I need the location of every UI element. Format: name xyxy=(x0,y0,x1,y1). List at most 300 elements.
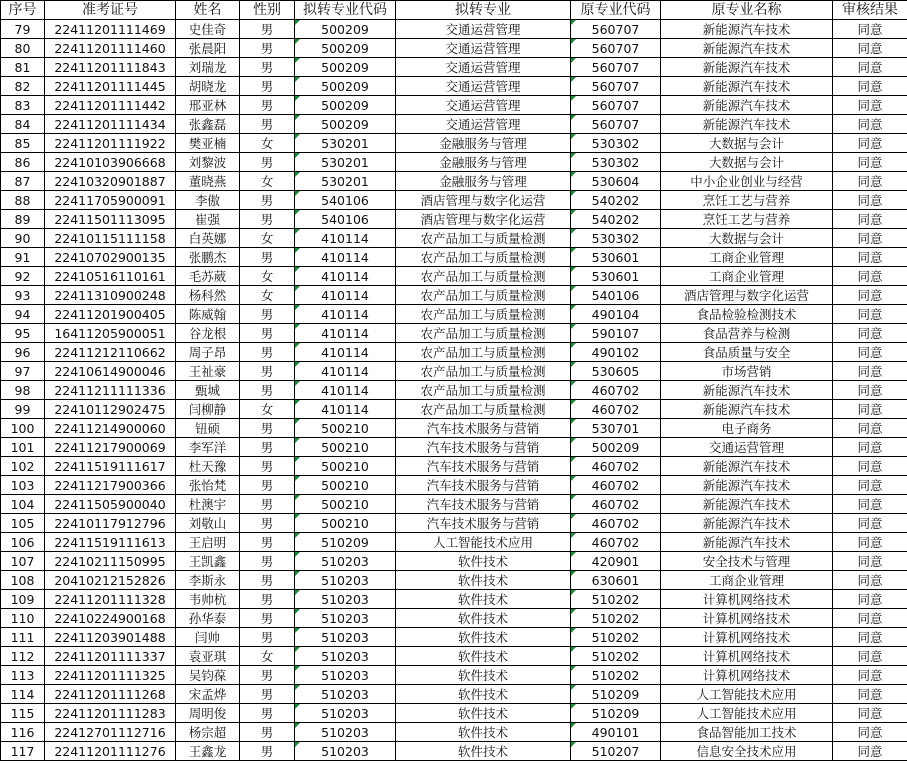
cell-target-major-code[interactable]: 500210 xyxy=(295,419,396,438)
cell-target-major-code[interactable]: 500209 xyxy=(295,96,396,115)
cell-original-major-code[interactable]: 460702 xyxy=(571,400,661,419)
cell-target-major[interactable]: 交通运营管理 xyxy=(396,39,571,58)
cell-original-major-code[interactable]: 510209 xyxy=(571,704,661,723)
cell-original-major-code[interactable]: 460702 xyxy=(571,457,661,476)
cell-exam-number[interactable]: 22411201111442 xyxy=(45,96,176,115)
cell-seq[interactable]: 82 xyxy=(1,77,45,96)
cell-original-major[interactable]: 计算机网络技术 xyxy=(661,666,833,685)
cell-exam-number[interactable]: 22410702900135 xyxy=(45,248,176,267)
cell-original-major[interactable]: 大数据与会计 xyxy=(661,153,833,172)
cell-seq[interactable]: 98 xyxy=(1,381,45,400)
cell-gender[interactable]: 女 xyxy=(240,134,295,153)
cell-target-major[interactable]: 交通运营管理 xyxy=(396,20,571,39)
cell-original-major[interactable]: 新能源汽车技术 xyxy=(661,20,833,39)
cell-seq[interactable]: 87 xyxy=(1,172,45,191)
cell-original-major-code[interactable]: 530601 xyxy=(571,267,661,286)
cell-name[interactable]: 崔强 xyxy=(176,210,240,229)
cell-name[interactable]: 李傲 xyxy=(176,191,240,210)
cell-exam-number[interactable]: 22411501113095 xyxy=(45,210,176,229)
cell-exam-number[interactable]: 22410320901887 xyxy=(45,172,176,191)
cell-review-result[interactable]: 同意 xyxy=(833,172,907,191)
cell-exam-number[interactable]: 22411201111328 xyxy=(45,590,176,609)
header-review-result[interactable]: 审核结果 xyxy=(833,1,907,20)
cell-original-major[interactable]: 烹饪工艺与营养 xyxy=(661,191,833,210)
cell-original-major[interactable]: 酒店管理与数字化运营 xyxy=(661,286,833,305)
cell-review-result[interactable]: 同意 xyxy=(833,134,907,153)
cell-gender[interactable]: 男 xyxy=(240,153,295,172)
cell-name[interactable]: 杨宗超 xyxy=(176,723,240,742)
cell-gender[interactable]: 男 xyxy=(240,210,295,229)
cell-target-major-code[interactable]: 540106 xyxy=(295,191,396,210)
cell-target-major-code[interactable]: 410114 xyxy=(295,324,396,343)
cell-exam-number[interactable]: 22411201111325 xyxy=(45,666,176,685)
cell-review-result[interactable]: 同意 xyxy=(833,723,907,742)
cell-gender[interactable]: 男 xyxy=(240,419,295,438)
cell-gender[interactable]: 女 xyxy=(240,267,295,286)
cell-target-major-code[interactable]: 540106 xyxy=(295,210,396,229)
cell-exam-number[interactable]: 22411211111336 xyxy=(45,381,176,400)
cell-review-result[interactable]: 同意 xyxy=(833,419,907,438)
cell-target-major-code[interactable]: 510203 xyxy=(295,742,396,761)
cell-seq[interactable]: 117 xyxy=(1,742,45,761)
cell-gender[interactable]: 男 xyxy=(240,58,295,77)
header-exam-number[interactable]: 准考证号 xyxy=(45,1,176,20)
cell-gender[interactable]: 男 xyxy=(240,552,295,571)
cell-review-result[interactable]: 同意 xyxy=(833,96,907,115)
cell-review-result[interactable]: 同意 xyxy=(833,248,907,267)
cell-target-major[interactable]: 农产品加工与质量检测 xyxy=(396,229,571,248)
cell-original-major-code[interactable]: 490101 xyxy=(571,723,661,742)
cell-seq[interactable]: 102 xyxy=(1,457,45,476)
cell-original-major-code[interactable]: 500209 xyxy=(571,438,661,457)
cell-target-major-code[interactable]: 500210 xyxy=(295,495,396,514)
cell-target-major-code[interactable]: 410114 xyxy=(295,381,396,400)
cell-seq[interactable]: 115 xyxy=(1,704,45,723)
cell-exam-number[interactable]: 22411201111268 xyxy=(45,685,176,704)
cell-original-major[interactable]: 中小企业创业与经营 xyxy=(661,172,833,191)
cell-exam-number[interactable]: 22410112902475 xyxy=(45,400,176,419)
cell-seq[interactable]: 103 xyxy=(1,476,45,495)
cell-exam-number[interactable]: 22410224900168 xyxy=(45,609,176,628)
cell-original-major[interactable]: 新能源汽车技术 xyxy=(661,96,833,115)
cell-name[interactable]: 甄城 xyxy=(176,381,240,400)
cell-target-major[interactable]: 软件技术 xyxy=(396,723,571,742)
cell-original-major[interactable]: 人工智能技术应用 xyxy=(661,685,833,704)
cell-original-major-code[interactable]: 460702 xyxy=(571,495,661,514)
cell-original-major[interactable]: 新能源汽车技术 xyxy=(661,77,833,96)
cell-target-major[interactable]: 软件技术 xyxy=(396,666,571,685)
cell-exam-number[interactable]: 20410212152826 xyxy=(45,571,176,590)
cell-gender[interactable]: 男 xyxy=(240,742,295,761)
cell-exam-number[interactable]: 22411519111613 xyxy=(45,533,176,552)
cell-target-major[interactable]: 软件技术 xyxy=(396,685,571,704)
cell-seq[interactable]: 95 xyxy=(1,324,45,343)
cell-target-major[interactable]: 交通运营管理 xyxy=(396,115,571,134)
cell-original-major[interactable]: 新能源汽车技术 xyxy=(661,457,833,476)
cell-exam-number[interactable]: 22411505900040 xyxy=(45,495,176,514)
cell-exam-number[interactable]: 22411519111617 xyxy=(45,457,176,476)
cell-seq[interactable]: 81 xyxy=(1,58,45,77)
cell-review-result[interactable]: 同意 xyxy=(833,457,907,476)
cell-original-major[interactable]: 食品检验检测技术 xyxy=(661,305,833,324)
cell-target-major[interactable]: 酒店管理与数字化运营 xyxy=(396,210,571,229)
cell-gender[interactable]: 男 xyxy=(240,495,295,514)
cell-name[interactable]: 邢亚林 xyxy=(176,96,240,115)
cell-gender[interactable]: 男 xyxy=(240,77,295,96)
cell-seq[interactable]: 84 xyxy=(1,115,45,134)
cell-name[interactable]: 张怡梵 xyxy=(176,476,240,495)
cell-exam-number[interactable]: 22411201111445 xyxy=(45,77,176,96)
cell-original-major-code[interactable]: 560707 xyxy=(571,39,661,58)
cell-target-major[interactable]: 软件技术 xyxy=(396,628,571,647)
cell-gender[interactable]: 男 xyxy=(240,381,295,400)
cell-target-major[interactable]: 汽车技术服务与营销 xyxy=(396,419,571,438)
cell-original-major-code[interactable]: 510202 xyxy=(571,590,661,609)
cell-review-result[interactable]: 同意 xyxy=(833,590,907,609)
cell-original-major-code[interactable]: 540202 xyxy=(571,210,661,229)
cell-target-major-code[interactable]: 410114 xyxy=(295,343,396,362)
cell-seq[interactable]: 114 xyxy=(1,685,45,704)
cell-target-major[interactable]: 汽车技术服务与营销 xyxy=(396,476,571,495)
cell-original-major-code[interactable]: 530601 xyxy=(571,248,661,267)
cell-original-major-code[interactable]: 460702 xyxy=(571,514,661,533)
cell-target-major[interactable]: 软件技术 xyxy=(396,742,571,761)
cell-target-major[interactable]: 软件技术 xyxy=(396,704,571,723)
cell-target-major-code[interactable]: 510203 xyxy=(295,571,396,590)
cell-original-major[interactable]: 工商企业管理 xyxy=(661,267,833,286)
cell-gender[interactable]: 男 xyxy=(240,248,295,267)
cell-target-major-code[interactable]: 500209 xyxy=(295,77,396,96)
cell-original-major[interactable]: 计算机网络技术 xyxy=(661,647,833,666)
cell-review-result[interactable]: 同意 xyxy=(833,438,907,457)
header-gender[interactable]: 性别 xyxy=(240,1,295,20)
cell-seq[interactable]: 107 xyxy=(1,552,45,571)
cell-target-major[interactable]: 汽车技术服务与营销 xyxy=(396,438,571,457)
cell-name[interactable]: 杜天豫 xyxy=(176,457,240,476)
cell-original-major[interactable]: 电子商务 xyxy=(661,419,833,438)
cell-review-result[interactable]: 同意 xyxy=(833,571,907,590)
cell-review-result[interactable]: 同意 xyxy=(833,495,907,514)
cell-original-major[interactable]: 计算机网络技术 xyxy=(661,590,833,609)
cell-exam-number[interactable]: 22411217900366 xyxy=(45,476,176,495)
cell-seq[interactable]: 101 xyxy=(1,438,45,457)
cell-target-major[interactable]: 农产品加工与质量检测 xyxy=(396,324,571,343)
cell-target-major[interactable]: 农产品加工与质量检测 xyxy=(396,248,571,267)
cell-original-major[interactable]: 市场营销 xyxy=(661,362,833,381)
cell-seq[interactable]: 85 xyxy=(1,134,45,153)
cell-name[interactable]: 樊亚楠 xyxy=(176,134,240,153)
cell-target-major[interactable]: 农产品加工与质量检测 xyxy=(396,286,571,305)
cell-exam-number[interactable]: 22411201111922 xyxy=(45,134,176,153)
cell-original-major-code[interactable]: 530302 xyxy=(571,229,661,248)
cell-gender[interactable]: 女 xyxy=(240,400,295,419)
cell-target-major-code[interactable]: 500210 xyxy=(295,476,396,495)
cell-target-major-code[interactable]: 500209 xyxy=(295,58,396,77)
cell-review-result[interactable]: 同意 xyxy=(833,742,907,761)
cell-name[interactable]: 宋孟烨 xyxy=(176,685,240,704)
cell-review-result[interactable]: 同意 xyxy=(833,20,907,39)
cell-target-major-code[interactable]: 510203 xyxy=(295,723,396,742)
cell-target-major-code[interactable]: 510209 xyxy=(295,533,396,552)
cell-review-result[interactable]: 同意 xyxy=(833,533,907,552)
cell-gender[interactable]: 女 xyxy=(240,286,295,305)
cell-name[interactable]: 王启明 xyxy=(176,533,240,552)
cell-target-major-code[interactable]: 500210 xyxy=(295,438,396,457)
cell-exam-number[interactable]: 22411201111469 xyxy=(45,20,176,39)
cell-gender[interactable]: 男 xyxy=(240,457,295,476)
cell-target-major-code[interactable]: 510203 xyxy=(295,685,396,704)
cell-target-major-code[interactable]: 500210 xyxy=(295,457,396,476)
cell-exam-number[interactable]: 22410614900046 xyxy=(45,362,176,381)
cell-seq[interactable]: 88 xyxy=(1,191,45,210)
cell-target-major[interactable]: 汽车技术服务与营销 xyxy=(396,495,571,514)
cell-original-major[interactable]: 烹饪工艺与营养 xyxy=(661,210,833,229)
cell-target-major-code[interactable]: 410114 xyxy=(295,286,396,305)
cell-original-major-code[interactable]: 530604 xyxy=(571,172,661,191)
cell-original-major[interactable]: 食品质量与安全 xyxy=(661,343,833,362)
cell-name[interactable]: 袁亚琪 xyxy=(176,647,240,666)
cell-target-major[interactable]: 农产品加工与质量检测 xyxy=(396,343,571,362)
cell-target-major-code[interactable]: 500209 xyxy=(295,39,396,58)
cell-target-major-code[interactable]: 500209 xyxy=(295,115,396,134)
cell-original-major-code[interactable]: 460702 xyxy=(571,533,661,552)
cell-original-major[interactable]: 信息安全技术应用 xyxy=(661,742,833,761)
cell-review-result[interactable]: 同意 xyxy=(833,666,907,685)
cell-review-result[interactable]: 同意 xyxy=(833,514,907,533)
cell-gender[interactable]: 男 xyxy=(240,590,295,609)
cell-name[interactable]: 刘瑞龙 xyxy=(176,58,240,77)
cell-original-major-code[interactable]: 510202 xyxy=(571,628,661,647)
cell-original-major[interactable]: 大数据与会计 xyxy=(661,229,833,248)
cell-seq[interactable]: 104 xyxy=(1,495,45,514)
cell-original-major[interactable]: 新能源汽车技术 xyxy=(661,115,833,134)
cell-name[interactable]: 杜澳宇 xyxy=(176,495,240,514)
cell-name[interactable]: 胡晓龙 xyxy=(176,77,240,96)
cell-original-major-code[interactable]: 510209 xyxy=(571,685,661,704)
cell-original-major-code[interactable]: 560707 xyxy=(571,58,661,77)
cell-original-major-code[interactable]: 510202 xyxy=(571,609,661,628)
cell-seq[interactable]: 97 xyxy=(1,362,45,381)
cell-seq[interactable]: 105 xyxy=(1,514,45,533)
cell-original-major[interactable]: 食品智能加工技术 xyxy=(661,723,833,742)
cell-original-major-code[interactable]: 590107 xyxy=(571,324,661,343)
cell-name[interactable]: 张晨阳 xyxy=(176,39,240,58)
cell-review-result[interactable]: 同意 xyxy=(833,115,907,134)
cell-name[interactable]: 张鹏杰 xyxy=(176,248,240,267)
cell-target-major[interactable]: 软件技术 xyxy=(396,571,571,590)
cell-original-major-code[interactable]: 420901 xyxy=(571,552,661,571)
cell-gender[interactable]: 男 xyxy=(240,305,295,324)
cell-target-major-code[interactable]: 510203 xyxy=(295,552,396,571)
header-original-major-code[interactable]: 原专业代码 xyxy=(571,1,661,20)
cell-exam-number[interactable]: 22411214900060 xyxy=(45,419,176,438)
cell-target-major[interactable]: 农产品加工与质量检测 xyxy=(396,305,571,324)
cell-target-major-code[interactable]: 510203 xyxy=(295,628,396,647)
cell-seq[interactable]: 83 xyxy=(1,96,45,115)
cell-original-major[interactable]: 新能源汽车技术 xyxy=(661,400,833,419)
cell-review-result[interactable]: 同意 xyxy=(833,609,907,628)
cell-gender[interactable]: 男 xyxy=(240,628,295,647)
header-target-major-code[interactable]: 拟转专业代码 xyxy=(295,1,396,20)
cell-review-result[interactable]: 同意 xyxy=(833,39,907,58)
cell-name[interactable]: 钮硕 xyxy=(176,419,240,438)
cell-review-result[interactable]: 同意 xyxy=(833,286,907,305)
cell-exam-number[interactable]: 22411201111283 xyxy=(45,704,176,723)
cell-target-major-code[interactable]: 510203 xyxy=(295,704,396,723)
cell-review-result[interactable]: 同意 xyxy=(833,153,907,172)
cell-target-major-code[interactable]: 530201 xyxy=(295,153,396,172)
cell-name[interactable]: 王凯鑫 xyxy=(176,552,240,571)
cell-seq[interactable]: 90 xyxy=(1,229,45,248)
cell-exam-number[interactable]: 22410103906668 xyxy=(45,153,176,172)
cell-target-major[interactable]: 金融服务与管理 xyxy=(396,153,571,172)
cell-original-major-code[interactable]: 530605 xyxy=(571,362,661,381)
cell-seq[interactable]: 93 xyxy=(1,286,45,305)
cell-review-result[interactable]: 同意 xyxy=(833,704,907,723)
cell-gender[interactable]: 男 xyxy=(240,343,295,362)
cell-target-major[interactable]: 软件技术 xyxy=(396,590,571,609)
cell-exam-number[interactable]: 22410115111158 xyxy=(45,229,176,248)
cell-original-major-code[interactable]: 510202 xyxy=(571,647,661,666)
cell-target-major-code[interactable]: 410114 xyxy=(295,400,396,419)
cell-gender[interactable]: 女 xyxy=(240,647,295,666)
cell-target-major[interactable]: 农产品加工与质量检测 xyxy=(396,267,571,286)
cell-exam-number[interactable]: 22411201111434 xyxy=(45,115,176,134)
cell-target-major[interactable]: 农产品加工与质量检测 xyxy=(396,362,571,381)
cell-original-major-code[interactable]: 530701 xyxy=(571,419,661,438)
cell-exam-number[interactable]: 22411201900405 xyxy=(45,305,176,324)
cell-original-major[interactable]: 新能源汽车技术 xyxy=(661,514,833,533)
cell-original-major[interactable]: 新能源汽车技术 xyxy=(661,381,833,400)
cell-original-major[interactable]: 工商企业管理 xyxy=(661,248,833,267)
cell-target-major-code[interactable]: 410114 xyxy=(295,248,396,267)
cell-gender[interactable]: 男 xyxy=(240,438,295,457)
cell-name[interactable]: 白英娜 xyxy=(176,229,240,248)
cell-original-major[interactable]: 大数据与会计 xyxy=(661,134,833,153)
cell-original-major[interactable]: 计算机网络技术 xyxy=(661,609,833,628)
cell-target-major[interactable]: 软件技术 xyxy=(396,647,571,666)
cell-target-major[interactable]: 金融服务与管理 xyxy=(396,172,571,191)
cell-original-major-code[interactable]: 560707 xyxy=(571,77,661,96)
cell-gender[interactable]: 男 xyxy=(240,571,295,590)
cell-review-result[interactable]: 同意 xyxy=(833,628,907,647)
cell-target-major[interactable]: 酒店管理与数字化运营 xyxy=(396,191,571,210)
cell-original-major-code[interactable]: 460702 xyxy=(571,476,661,495)
cell-name[interactable]: 闫柳静 xyxy=(176,400,240,419)
cell-seq[interactable]: 106 xyxy=(1,533,45,552)
cell-gender[interactable]: 女 xyxy=(240,229,295,248)
cell-name[interactable]: 刘黎波 xyxy=(176,153,240,172)
cell-review-result[interactable]: 同意 xyxy=(833,229,907,248)
cell-seq[interactable]: 89 xyxy=(1,210,45,229)
cell-target-major[interactable]: 农产品加工与质量检测 xyxy=(396,381,571,400)
cell-original-major-code[interactable]: 490102 xyxy=(571,343,661,362)
cell-name[interactable]: 吴钧葆 xyxy=(176,666,240,685)
cell-exam-number[interactable]: 22410516110161 xyxy=(45,267,176,286)
cell-exam-number[interactable]: 22411201111843 xyxy=(45,58,176,77)
cell-review-result[interactable]: 同意 xyxy=(833,381,907,400)
cell-name[interactable]: 董晓燕 xyxy=(176,172,240,191)
cell-target-major-code[interactable]: 410114 xyxy=(295,267,396,286)
cell-target-major[interactable]: 金融服务与管理 xyxy=(396,134,571,153)
cell-seq[interactable]: 79 xyxy=(1,20,45,39)
cell-target-major-code[interactable]: 510203 xyxy=(295,647,396,666)
header-seq[interactable]: 序号 xyxy=(1,1,45,20)
cell-name[interactable]: 周子昂 xyxy=(176,343,240,362)
cell-review-result[interactable]: 同意 xyxy=(833,210,907,229)
cell-gender[interactable]: 男 xyxy=(240,96,295,115)
cell-review-result[interactable]: 同意 xyxy=(833,685,907,704)
cell-target-major[interactable]: 软件技术 xyxy=(396,552,571,571)
cell-original-major-code[interactable]: 630601 xyxy=(571,571,661,590)
cell-exam-number[interactable]: 22412701112716 xyxy=(45,723,176,742)
cell-original-major[interactable]: 工商企业管理 xyxy=(661,571,833,590)
cell-name[interactable]: 王祉豪 xyxy=(176,362,240,381)
cell-original-major[interactable]: 新能源汽车技术 xyxy=(661,533,833,552)
cell-original-major-code[interactable]: 560707 xyxy=(571,20,661,39)
cell-target-major-code[interactable]: 510203 xyxy=(295,609,396,628)
cell-name[interactable]: 谷龙根 xyxy=(176,324,240,343)
cell-original-major-code[interactable]: 490104 xyxy=(571,305,661,324)
cell-seq[interactable]: 80 xyxy=(1,39,45,58)
cell-original-major-code[interactable]: 540202 xyxy=(571,191,661,210)
cell-seq[interactable]: 108 xyxy=(1,571,45,590)
cell-gender[interactable]: 女 xyxy=(240,172,295,191)
cell-original-major-code[interactable]: 530302 xyxy=(571,153,661,172)
cell-gender[interactable]: 男 xyxy=(240,704,295,723)
cell-exam-number[interactable]: 22411201111337 xyxy=(45,647,176,666)
cell-name[interactable]: 韦帅杭 xyxy=(176,590,240,609)
cell-name[interactable]: 陈威翰 xyxy=(176,305,240,324)
cell-gender[interactable]: 男 xyxy=(240,609,295,628)
cell-name[interactable]: 史佳奇 xyxy=(176,20,240,39)
cell-gender[interactable]: 男 xyxy=(240,723,295,742)
cell-gender[interactable]: 男 xyxy=(240,20,295,39)
cell-original-major-code[interactable]: 560707 xyxy=(571,115,661,134)
cell-gender[interactable]: 男 xyxy=(240,685,295,704)
cell-target-major[interactable]: 汽车技术服务与营销 xyxy=(396,514,571,533)
cell-exam-number[interactable]: 22411217900069 xyxy=(45,438,176,457)
cell-gender[interactable]: 男 xyxy=(240,362,295,381)
cell-review-result[interactable]: 同意 xyxy=(833,476,907,495)
cell-target-major-code[interactable]: 500210 xyxy=(295,514,396,533)
cell-name[interactable]: 周明俊 xyxy=(176,704,240,723)
cell-seq[interactable]: 112 xyxy=(1,647,45,666)
cell-review-result[interactable]: 同意 xyxy=(833,305,907,324)
cell-original-major[interactable]: 新能源汽车技术 xyxy=(661,39,833,58)
cell-gender[interactable]: 男 xyxy=(240,476,295,495)
cell-original-major-code[interactable]: 560707 xyxy=(571,96,661,115)
cell-seq[interactable]: 116 xyxy=(1,723,45,742)
cell-target-major[interactable]: 软件技术 xyxy=(396,609,571,628)
cell-exam-number[interactable]: 22411212110662 xyxy=(45,343,176,362)
cell-exam-number[interactable]: 22411203901488 xyxy=(45,628,176,647)
cell-seq[interactable]: 109 xyxy=(1,590,45,609)
cell-seq[interactable]: 99 xyxy=(1,400,45,419)
cell-seq[interactable]: 92 xyxy=(1,267,45,286)
cell-original-major[interactable]: 人工智能技术应用 xyxy=(661,704,833,723)
cell-exam-number[interactable]: 22410211150995 xyxy=(45,552,176,571)
cell-target-major-code[interactable]: 410114 xyxy=(295,305,396,324)
cell-gender[interactable]: 男 xyxy=(240,533,295,552)
cell-target-major-code[interactable]: 530201 xyxy=(295,172,396,191)
cell-seq[interactable]: 110 xyxy=(1,609,45,628)
cell-seq[interactable]: 100 xyxy=(1,419,45,438)
cell-target-major[interactable]: 交通运营管理 xyxy=(396,77,571,96)
cell-target-major[interactable]: 交通运营管理 xyxy=(396,96,571,115)
cell-name[interactable]: 孙华泰 xyxy=(176,609,240,628)
cell-target-major-code[interactable]: 500209 xyxy=(295,20,396,39)
